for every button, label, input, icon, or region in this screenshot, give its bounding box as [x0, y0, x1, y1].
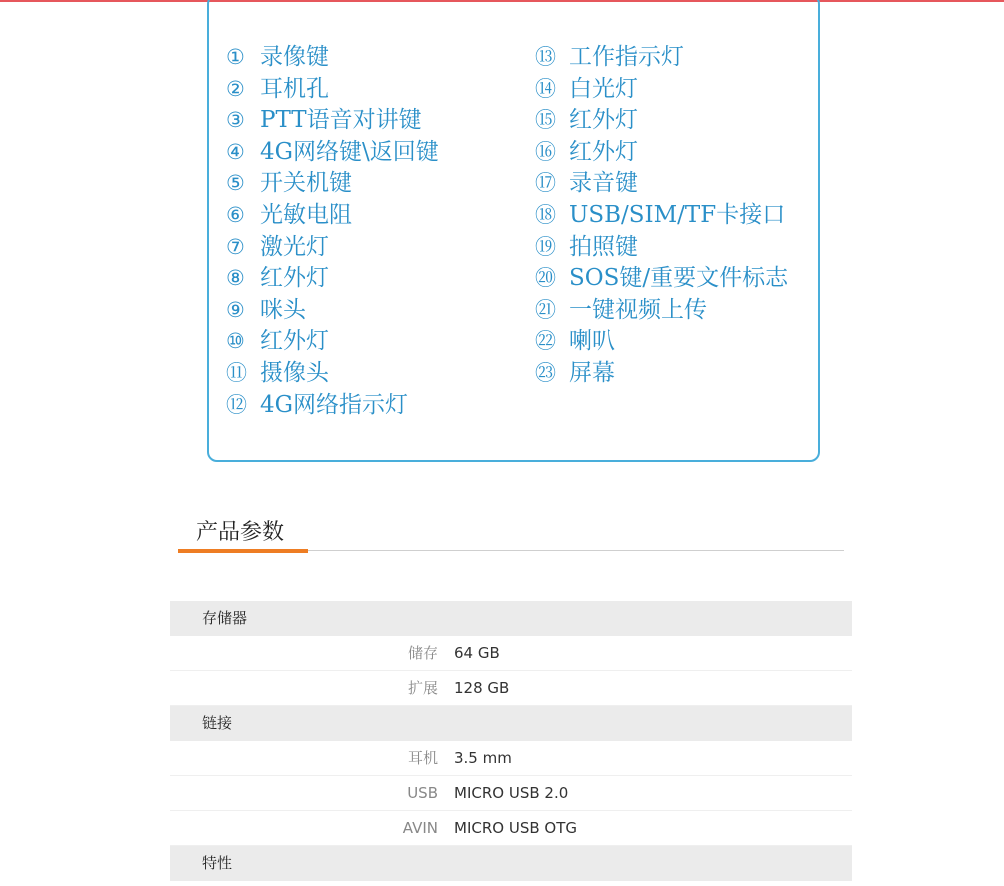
legend-number: ⑤	[226, 171, 245, 196]
legend-label: PTT语音对讲键	[260, 107, 422, 134]
legend-item	[226, 137, 439, 169]
legend-list-left	[226, 42, 439, 421]
spec-group-header: 链接	[170, 706, 852, 741]
legend-item	[535, 232, 788, 264]
legend-label: 录音键	[569, 170, 638, 197]
legend-item	[226, 326, 439, 358]
spec-value: MICRO USB OTG	[454, 819, 577, 837]
spec-row	[170, 671, 852, 706]
legend-label: 4G网络键\返回键	[260, 138, 439, 165]
legend-number: ③	[226, 108, 245, 133]
spec-key: AVIN	[402, 819, 438, 837]
spec-key: 耳机	[407, 749, 438, 767]
legend-number: ⑧	[226, 266, 245, 291]
legend-label: 录像键	[260, 44, 329, 70]
title-accent-bar	[178, 549, 308, 553]
legend-number: ⑳	[535, 266, 556, 291]
legend-label: 咪头	[260, 296, 306, 323]
legend-item	[535, 42, 788, 74]
legend-item	[535, 295, 788, 327]
legend-label: 红外灯	[569, 107, 638, 134]
legend-number: ⑥	[226, 202, 245, 227]
legend-number: ⑦	[226, 234, 245, 259]
legend-item	[535, 358, 788, 390]
legend-number: ④	[226, 139, 245, 164]
legend-number: ①	[226, 45, 245, 69]
legend-number: ⑨	[226, 297, 245, 322]
section-title: 产品参数	[196, 520, 285, 545]
legend-item	[226, 263, 439, 295]
spec-key: 扩展	[407, 679, 438, 697]
legend-item	[226, 390, 439, 422]
spec-value: 128 GB	[454, 679, 510, 697]
legend-item	[535, 74, 788, 106]
legend-number: ㉓	[535, 360, 556, 385]
legend-number: ⑩	[226, 329, 245, 354]
spec-key: 储存	[407, 644, 438, 662]
legend-number: ⑲	[535, 234, 556, 259]
legend-number: ⑬	[535, 45, 556, 69]
legend-item	[226, 105, 439, 137]
legend-number: ㉒	[535, 329, 556, 354]
legend-number: ㉑	[535, 297, 556, 322]
legend-number: ⑱	[535, 202, 556, 227]
spec-value: 64 GB	[454, 644, 500, 662]
spec-row	[170, 636, 852, 671]
legend-item	[226, 168, 439, 200]
legend-item	[535, 263, 788, 295]
spec-row	[170, 811, 852, 846]
legend-label: SOS键/重要文件标志	[569, 265, 789, 292]
legend-label: 红外灯	[569, 138, 638, 165]
legend-item	[226, 200, 439, 232]
legend-label: 激光灯	[260, 233, 329, 260]
legend-item	[535, 137, 788, 169]
legend-label: 耳机孔	[260, 75, 329, 102]
legend-label: 光敏电阻	[260, 201, 352, 228]
spec-row	[170, 741, 852, 776]
legend-label: 红外灯	[260, 328, 329, 355]
legend-label: 一键视频上传	[569, 296, 707, 323]
spec-value: 3.5 mm	[454, 749, 512, 767]
spec-group-header: 存储器	[170, 601, 852, 636]
legend-item	[226, 358, 439, 390]
legend-label: 4G网络指示灯	[260, 391, 409, 418]
legend-item	[226, 42, 439, 74]
legend-number: ⑪	[226, 360, 247, 385]
legend-number: ②	[226, 76, 245, 101]
spec-key: USB	[407, 784, 438, 802]
legend-label: 开关机键	[260, 170, 352, 197]
legend-item	[535, 200, 788, 232]
legend-item	[535, 105, 788, 137]
legend-item	[535, 168, 788, 200]
legend-number: ⑮	[535, 108, 556, 133]
legend-number: ⑫	[226, 392, 247, 417]
legend-label: 红外灯	[260, 265, 329, 292]
legend-label: 白光灯	[569, 75, 638, 102]
spec-table	[170, 601, 852, 881]
legend-label: 屏幕	[569, 359, 615, 386]
legend-label: 摄像头	[260, 359, 329, 386]
legend-item	[226, 74, 439, 106]
legend-label: 喇叭	[569, 328, 615, 355]
legend-item	[226, 295, 439, 327]
legend-number: ⑯	[535, 139, 556, 164]
spec-group-header: 特性	[170, 846, 852, 881]
legend-label: 拍照键	[569, 233, 638, 260]
legend-list-right	[535, 42, 788, 390]
legend-label: USB/SIM/TF卡接口	[569, 201, 786, 228]
spec-value: MICRO USB 2.0	[454, 784, 569, 802]
legend-number: ⑭	[535, 76, 556, 101]
legend-item	[226, 232, 439, 264]
legend-number: ⑰	[535, 171, 556, 196]
spec-row	[170, 776, 852, 811]
legend-label: 工作指示灯	[569, 44, 684, 70]
legend-item	[535, 326, 788, 358]
